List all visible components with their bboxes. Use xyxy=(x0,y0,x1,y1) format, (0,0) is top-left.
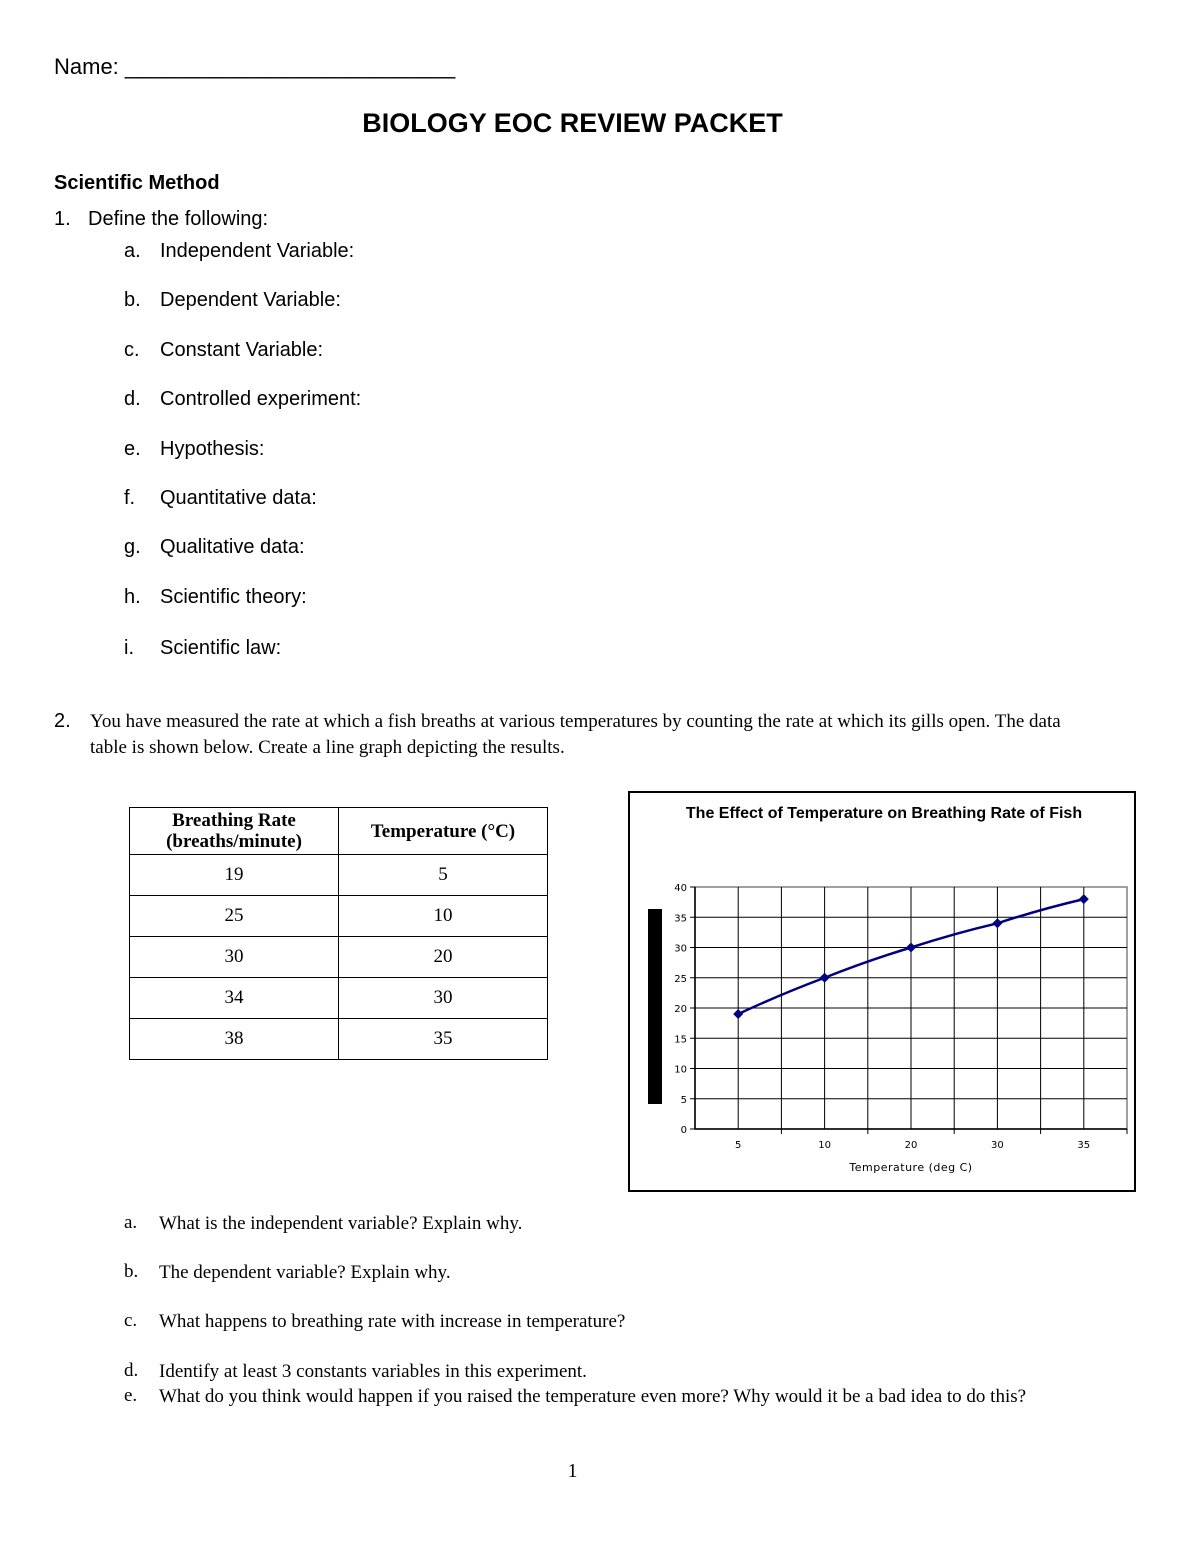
y-tick-label: 10 xyxy=(674,1064,687,1076)
page-number: 1 xyxy=(567,1460,578,1482)
chart-frame xyxy=(628,791,1136,1192)
table-cell: 38 xyxy=(130,1019,339,1060)
section-heading: Scientific Method xyxy=(54,172,220,194)
document-title: BIOLOGY EOC REVIEW PACKET xyxy=(362,108,783,138)
data-table xyxy=(129,807,548,1060)
sub-question-letter: d. xyxy=(124,1360,139,1381)
question-1-prompt: Define the following: xyxy=(88,208,269,230)
table-header-row xyxy=(130,808,548,855)
table-cell: 30 xyxy=(339,978,548,1019)
question-2-text: You have measured the rate at which a fish breaths at various temperatures by counting the rate at which its gills open. The data table is shown below. Create a line graph depicting the results. xyxy=(90,711,1061,758)
column-header-breathing-rate: Breathing Rate (breaths/minute) xyxy=(130,808,339,855)
table-cell: 35 xyxy=(339,1019,548,1060)
x-tick-label: 35 xyxy=(1077,1140,1091,1151)
table-cell: 19 xyxy=(130,855,339,896)
item-letter: g. xyxy=(124,536,141,558)
column-header-temperature: Temperature (°C) xyxy=(339,808,548,855)
table-cell: 5 xyxy=(339,855,548,896)
item-letter: f. xyxy=(124,487,136,509)
y-tick-label: 20 xyxy=(674,1004,687,1015)
item-letter: b. xyxy=(124,289,141,311)
table-cell: 30 xyxy=(130,937,339,978)
item-text: Dependent Variable: xyxy=(160,289,341,311)
sub-question-text: What is the independent variable? Explain why. xyxy=(159,1213,523,1234)
y-tick-label: 5 xyxy=(680,1094,687,1106)
sub-question-text: What do you think would happen if you raised the temperature even more? Why would it be a bad idea to do this? xyxy=(159,1386,1027,1407)
sub-question-text: The dependent variable? Explain why. xyxy=(159,1262,451,1283)
item-text: Scientific theory: xyxy=(160,586,307,608)
sub-question-letter: c. xyxy=(124,1310,138,1331)
x-tick-label: 10 xyxy=(818,1140,831,1151)
item-text: Constant Variable: xyxy=(160,339,324,361)
table-cell: 20 xyxy=(339,937,548,978)
x-tick-label: 30 xyxy=(991,1140,1004,1151)
sub-question-text: Identify at least 3 constants variables in this experiment. xyxy=(159,1361,587,1382)
item-letter: i. xyxy=(124,637,134,659)
item-letter: d. xyxy=(124,388,141,410)
question-2-number: 2. xyxy=(54,710,71,732)
sub-question-letter: a. xyxy=(124,1212,138,1233)
y-tick-label: 35 xyxy=(674,913,687,925)
chart-title: The Effect of Temperature on Breathing Rate of Fish xyxy=(685,805,1083,822)
y-tick-label: 0 xyxy=(680,1125,687,1136)
x-axis-label: Temperature (deg C) xyxy=(849,1161,973,1174)
sub-question-letter: e. xyxy=(124,1385,138,1406)
item-text: Qualitative data: xyxy=(160,536,305,558)
y-axis-label-bar xyxy=(648,909,662,1104)
y-tick-label: 40 xyxy=(674,883,687,894)
line-chart xyxy=(630,793,1134,1190)
item-text: Quantitative data: xyxy=(160,487,317,509)
item-letter: a. xyxy=(124,240,141,262)
question-1-number: 1. xyxy=(54,208,71,230)
x-tick-label: 20 xyxy=(904,1140,918,1151)
table-row xyxy=(130,937,548,978)
item-letter: c. xyxy=(124,339,140,361)
name-line[interactable]: Name: ___________________________ xyxy=(54,54,456,79)
table-cell: 25 xyxy=(130,896,339,937)
sub-question-text: What happens to breathing rate with increase in temperature? xyxy=(159,1311,626,1332)
item-text: Scientific law: xyxy=(160,637,282,659)
x-tick-label: 5 xyxy=(735,1140,742,1151)
table-row xyxy=(130,1019,548,1060)
table-row xyxy=(130,978,548,1019)
table-row xyxy=(130,896,548,937)
y-tick-label: 30 xyxy=(674,943,687,955)
item-text: Independent Variable: xyxy=(160,240,355,262)
table-row xyxy=(130,855,548,896)
item-text: Controlled experiment: xyxy=(160,388,362,410)
item-text: Hypothesis: xyxy=(160,438,265,460)
item-letter: h. xyxy=(124,586,141,608)
y-tick-label: 15 xyxy=(674,1034,687,1046)
y-tick-label: 25 xyxy=(674,973,687,985)
table-cell: 10 xyxy=(339,896,548,937)
table-cell: 34 xyxy=(130,978,339,1019)
sub-question-letter: b. xyxy=(124,1261,139,1282)
item-letter: e. xyxy=(124,438,141,460)
